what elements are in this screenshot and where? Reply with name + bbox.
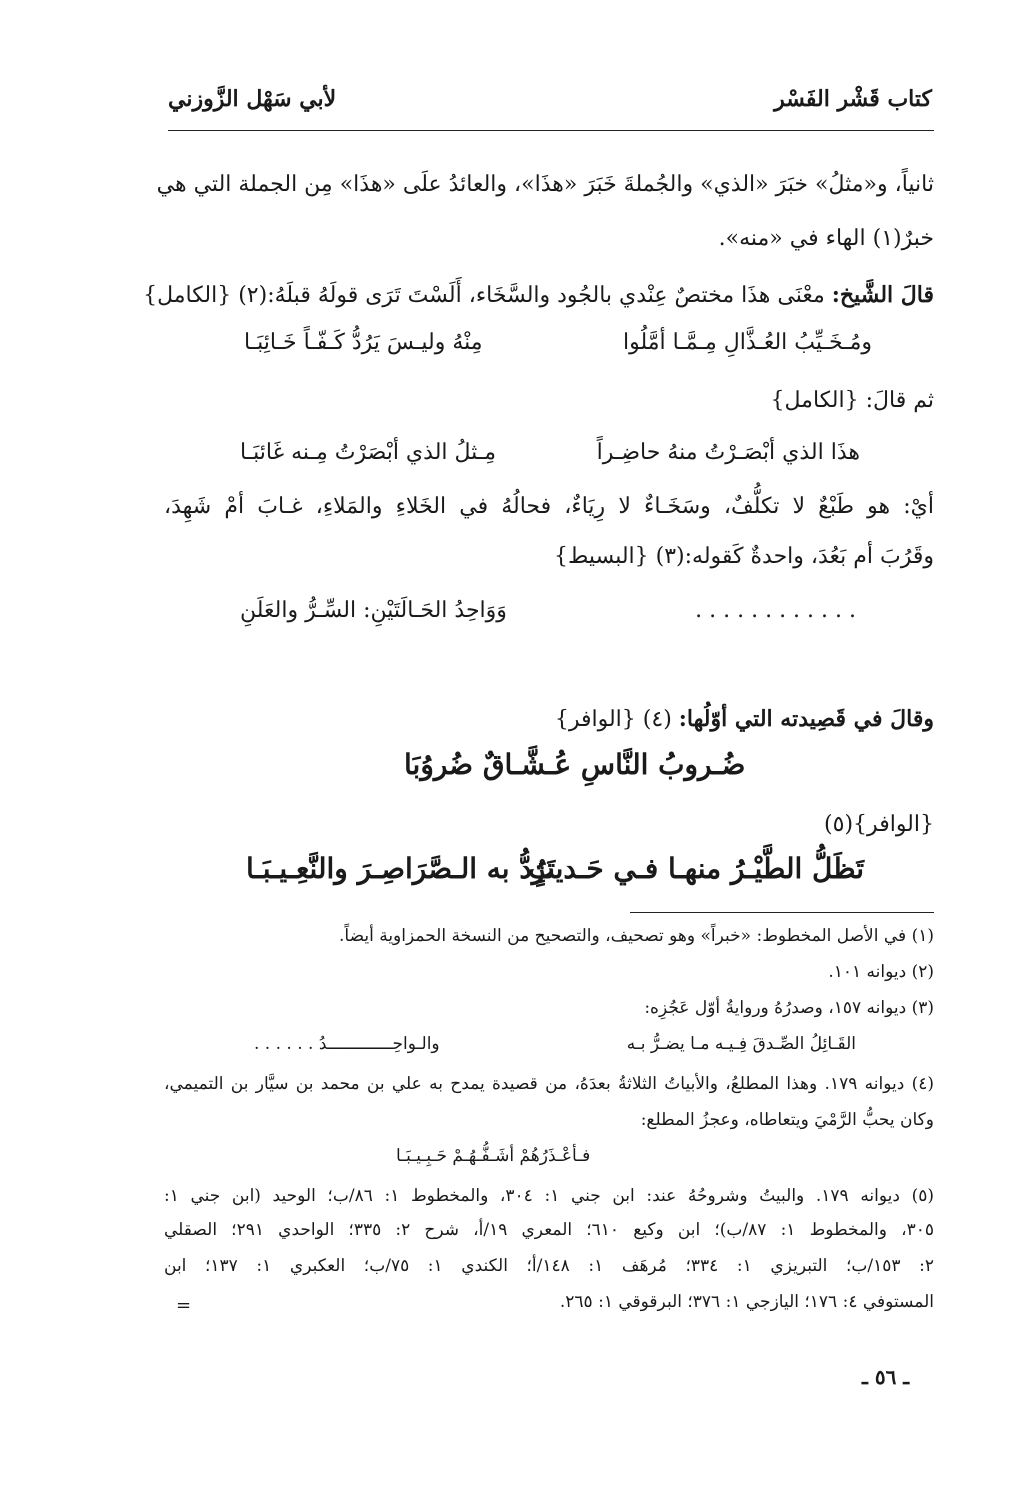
verse-3-second-hemistich: وَوَاحِدُ الحَـالَتَيْنِ: السِّـرُّ والعَلَنِ bbox=[240, 598, 507, 623]
footnote-4-verse: فـأعْـذَرُهُمْ أشَـفُّـهُـمْ حَـبِـيـبَـا bbox=[396, 1146, 591, 1166]
continuation-mark: = bbox=[176, 1295, 192, 1316]
verse-2-second-hemistich: مِـثلُ الذي أبْصَرْتُ مِـنه غَائبَـا bbox=[240, 440, 497, 465]
body-line-7 bbox=[164, 706, 934, 732]
footnote-5-line-2: ٣٠٥، والمخطوط ١: ٨٧/ب)؛ ابن وكيع ٦١٠؛ المعري ١٩/أ، شرح ٢: ٣٣٥؛ الواحدي ٢٩١؛ الصقلي bbox=[164, 1220, 934, 1240]
body-line-3-text: معْنَى هذَا مختصٌ عِنْدي بالجُود والسَّخَاء، أَلَسْتَ تَرَى قولَهُ قبلَهُ:(٢) {الكامل} bbox=[143, 283, 825, 308]
verse-5-first-hemistich: تَظَلُّ الطَّيْـرُ منهـا فـي حَـديثٍ bbox=[528, 852, 864, 885]
footnote-2: (٢) ديوانه ١٠١. bbox=[828, 962, 934, 982]
verse-3-ellipsis: . . . . . . . . . . . . bbox=[695, 598, 856, 623]
poem-intro: وقالَ في قَصِيدته التي أوّلُها: bbox=[678, 706, 934, 732]
header-divider bbox=[168, 130, 934, 131]
verse-2-first-hemistich: هذَا الذي أبْصَـرْتُ منهُ حاضِـراً bbox=[596, 440, 860, 465]
footnote-3: (٣) ديوانه ١٥٧، وصدرُهُ وروايةُ أوّل عَجُزِه: bbox=[644, 998, 934, 1018]
footnote-3-verse-first: القَـائِلُ الصِّـدقَ فِـيـه مـا يضـرُّ بـه bbox=[626, 1034, 856, 1054]
body-line-1: ثانياً، و«مثلُ» خبَرَ «الذي» والجُملةَ خَبَرَ «هذَا»، والعائدُ علَى «هذَا» مِن الجملة التي هي bbox=[156, 172, 934, 197]
footnote-3-verse-second: والـواحِـــــــــــــدُ . . . . . . bbox=[254, 1034, 440, 1054]
verse-1-first-hemistich: ومُـخَـيِّبُ العُـذَّالِ مِـمَّـا أمَّلُوا bbox=[623, 330, 872, 355]
body-line-4: ثم قالَ: {الكامل} bbox=[770, 388, 934, 413]
header-book-title: كتاب قَشْر الفَسْر bbox=[774, 86, 932, 112]
page-number: ـ ٥٦ ـ bbox=[862, 1365, 910, 1389]
footnote-4-line-1: (٤) ديوانه ١٧٩. وهذا المطلعُ، والأبياتُ الثلاثةُ بعدَهُ، من قصيدة يمدح به علي بن محمد بن سيَّار بن التميمي، bbox=[164, 1074, 934, 1094]
poem-meter: (٤) {الوافر} bbox=[554, 707, 672, 732]
footnote-divider bbox=[630, 912, 934, 913]
header-author: لأبي سَهْل الزَّوزني bbox=[168, 86, 337, 112]
footnote-5-line-3: ٢: ١٥٣/ب؛ التبريزي ١: ٣٣٤؛ مُرهَف ١: ١٤٨/أ؛ الكندي ١: ٧٥/ب؛ العكبري ١: ١٣٧؛ ابن bbox=[164, 1256, 934, 1276]
verse-5-second-hemistich: تَرُدُّ به الـصَّرَاصِـرَ والنَّعِـيـبَـا bbox=[246, 852, 556, 885]
footnote-1: (١) في الأصل المخطوط: «خبراً» وهو تصحيف، والتصحيح من النسخة الحمزاوية أيضاً. bbox=[339, 926, 934, 946]
body-line-3 bbox=[143, 282, 934, 308]
verse-1-second-hemistich: مِنْهُ وليـسَ يَرُدُّ كَـفّـاً خَـائِبَـا bbox=[244, 330, 483, 355]
body-line-5: أيْ: هو طَبْعٌ لا تكلُّفٌ، وسَخَـاءٌ لا رِيَاءٌ، فحالُهُ في الخَلاءِ والمَلاءِ، غـابَ أمْ شَهِدَ، bbox=[164, 494, 934, 519]
body-line-8: {الوافر}(٥) bbox=[824, 812, 934, 837]
body-line-6: وقَرُبَ أم بَعُدَ، واحدةٌ كَقوله:(٣) {البسيط} bbox=[554, 544, 934, 569]
verse-4-opening: ضُـروبُ النَّاسِ عُـشَّـاقٌ ضُروُبَا bbox=[404, 748, 746, 781]
footnote-5-line-1: (٥) ديوانه ١٧٩. والبيتُ وشروحُهُ عند: ابن جني ١: ٣٠٤، والمخطوط ١: ٨٦/ب؛ الوحيد (ابن جني ١: bbox=[164, 1186, 935, 1206]
footnote-5-line-4: المستوفي ٤: ١٧٦؛ اليازجي ١: ٣٧٦؛ البرقوقي ١: ٢٦٥. bbox=[559, 1292, 934, 1312]
speaker-label: قالَ الشَّيخ: bbox=[831, 282, 934, 308]
body-line-2: خبرٌ(١) الهاء في «منه». bbox=[718, 226, 934, 251]
footnote-4-line-2: وكان يحبُّ الرَّمْيَ ويتعاطاه، وعجزُ المطلع: bbox=[640, 1110, 934, 1130]
